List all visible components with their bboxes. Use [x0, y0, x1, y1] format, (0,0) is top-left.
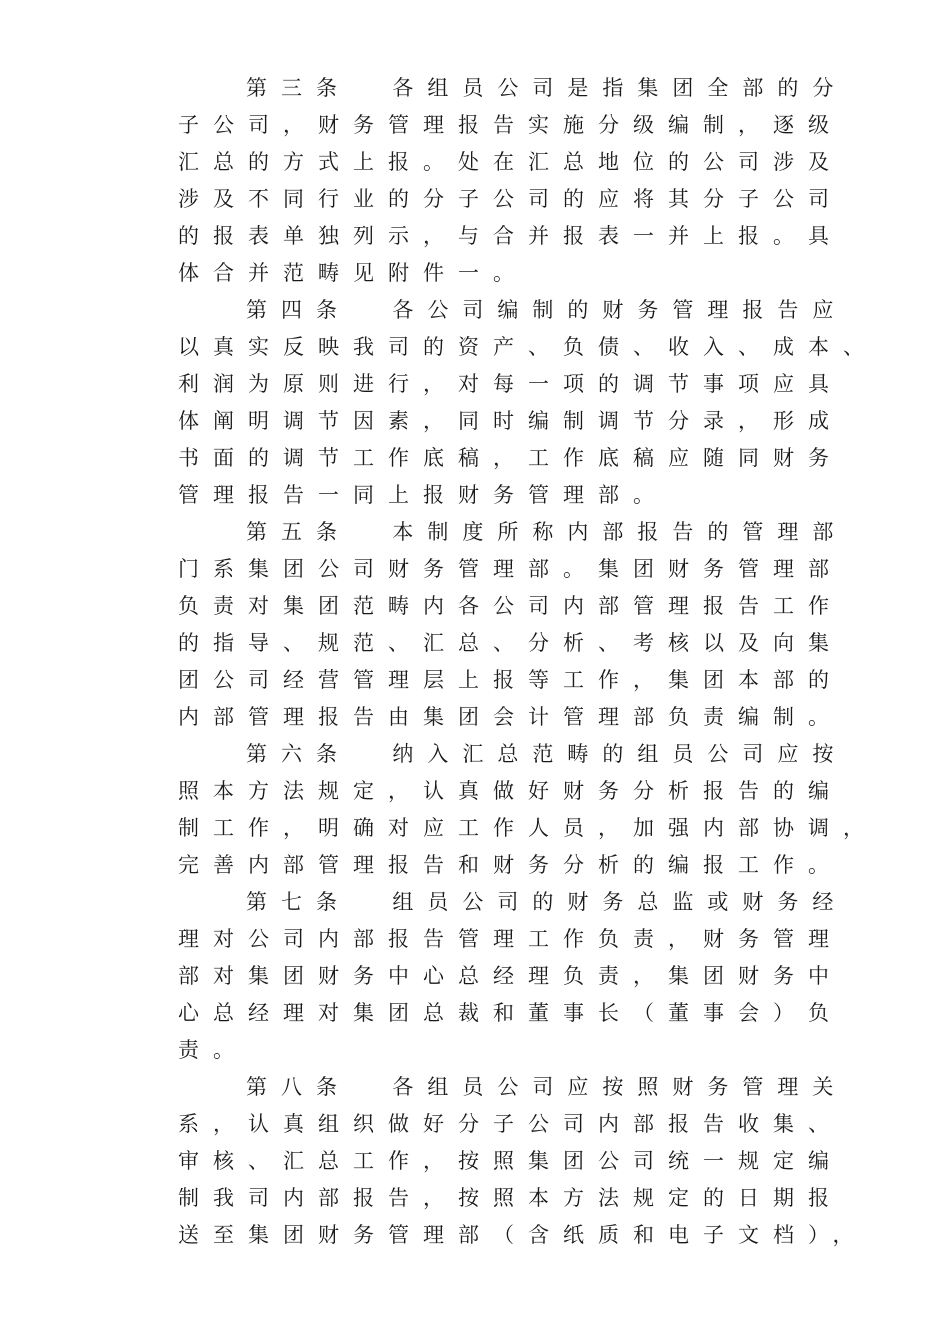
article-6-line-1: 第六条 纳入汇总范畴的组员公司应按: [246, 742, 848, 766]
article-4-line-3: 利润为原则进行，对每一项的调节事项应具: [178, 372, 843, 396]
article-5-line-4: 的指导、规范、汇总、分析、考核以及向集: [178, 631, 843, 655]
article-7-line-4: 心总经理对集团总裁和董事长（董事会）负: [178, 1001, 843, 1025]
article-4-line-1: 第四条 各公司编制的财务管理报告应: [246, 298, 848, 322]
article-3-line-3: 汇总的方式上报。处在汇总地位的公司涉及: [178, 150, 843, 174]
article-4-line-6: 管理报告一同上报财务管理部。: [178, 483, 668, 507]
article-3-line-4: 涉及不同行业的分子公司的应将其分子公司: [178, 187, 843, 211]
article-4-line-2: 以真实反映我司的资产、负债、收入、成本、: [178, 335, 878, 359]
article-3-line-2: 子公司，财务管理报告实施分级编制，逐级: [178, 113, 843, 137]
article-5-line-3: 负责对集团范畴内各公司内部管理报告工作: [178, 594, 843, 618]
article-8-line-5: 送至集团财务管理部（含纸质和电子文档），: [178, 1223, 868, 1247]
article-7-line-5: 责。: [178, 1038, 248, 1062]
article-5-line-5: 团公司经营管理层上报等工作，集团本部的: [178, 668, 843, 692]
article-5-line-1: 第五条 本制度所称内部报告的管理部: [246, 520, 848, 544]
article-5-line-2: 门系集团公司财务管理部。集团财务管理部: [178, 557, 843, 581]
article-3-line-5: 的报表单独列示，与合并报表一并上报。具: [178, 224, 843, 248]
article-7-line-1: 第七条 组员公司的财务总监或财务经: [246, 890, 848, 914]
article-8-line-4: 制我司内部报告，按照本方法规定的日期报: [178, 1186, 843, 1210]
article-6-line-3: 制工作，明确对应工作人员，加强内部协调，: [178, 816, 878, 840]
article-7-line-2: 理对公司内部报告管理工作负责，财务管理: [178, 927, 843, 951]
article-5-line-6: 内部管理报告由集团会计管理部负责编制。: [178, 705, 843, 729]
article-4-line-5: 书面的调节工作底稿，工作底稿应随同财务: [178, 446, 843, 470]
article-8-line-2: 系，认真组织做好分子公司内部报告收集、: [178, 1112, 843, 1136]
article-3-line-6: 体合并范畴见附件一。: [178, 261, 528, 285]
article-4-line-4: 体阐明调节因素，同时编制调节分录，形成: [178, 409, 843, 433]
article-6-line-2: 照本方法规定，认真做好财务分析报告的编: [178, 779, 843, 803]
article-6-line-4: 完善内部管理报告和财务分析的编报工作。: [178, 853, 843, 877]
document-body: [178, 70, 878, 1254]
article-8-line-1: 第八条 各组员公司应按照财务管理关: [246, 1075, 848, 1099]
article-7-line-3: 部对集团财务中心总经理负责，集团财务中: [178, 964, 843, 988]
article-8-line-3: 审核、汇总工作，按照集团公司统一规定编: [178, 1149, 843, 1173]
article-3-line-1: 第三条 各组员公司是指集团全部的分: [246, 76, 848, 100]
